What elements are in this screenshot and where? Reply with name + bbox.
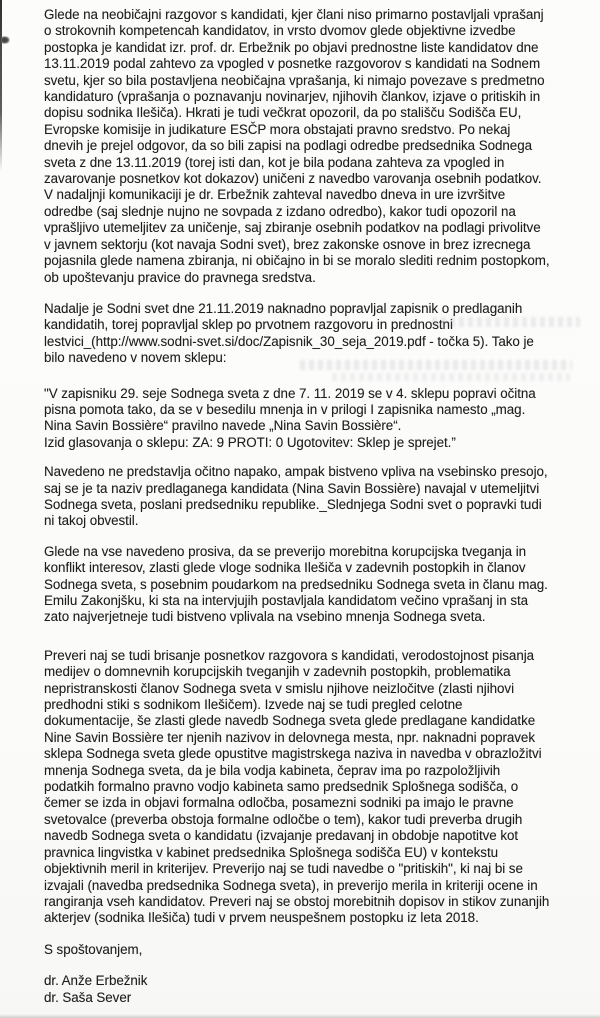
scan-bottom-edge-artifact: [0, 1014, 600, 1018]
text-line: Nina Savin Bossière“ pravilno navede „Nina Savin Bossière“.: [44, 418, 402, 434]
text-line: Nine Savin Bossière ter njenih nazivov in delovnega mesta, npr. naknadni popravek: [44, 729, 535, 745]
text-line: Izid glasovanja o sklepu: ZA: 9 PROTI: 0 Ugotovitev: Sklep je sprejet.”: [44, 434, 456, 450]
letter-body: [44, 7, 594, 1006]
text-line: Nadalje je Sodni svet dne 21.11.2019 naknadno popravljal zapisnik o predlaganih: [44, 300, 523, 316]
text-line: objektivnih meril in kriterijev. Preverijo naj se tudi navedbe o "pritiskih", ki naj bi se: [44, 861, 523, 877]
text-line: zato najverjetneje tudi bistveno vplivala na vsebino mnenja Sodnega sveta.: [44, 609, 486, 625]
text-line: sveta z dne 13.11.2019 (torej isti dan, kot je bila podana zahteva za vpogled in: [44, 154, 505, 170]
text-line: ob upoštevanju pravice do pravnega sredstva.: [44, 269, 316, 285]
text-line: Glede na vse navedeno prosiva, da se preverijo morebitna korupcijska tveganja in: [44, 543, 527, 559]
text-line: sklepa Sodnega sveta glede opustitve magistrskega naziva in navedba v obrazložitvi: [44, 746, 542, 762]
text-line: lestvici_(http://www.sodni-svet.si/doc/Zapisnik_30_seja_2019.pdf - točka 5). Tako je: [44, 333, 534, 349]
text-line: o strokovnih kompetencah kandidatov, in vrsto dvomov glede objektivne izvedbe: [44, 23, 516, 39]
bleed-through-artifact: [332, 373, 570, 381]
text-line: 13.11.2019 podal zahtevo za vpogled v posnetke razgovorov s kandidati na Sodnem: [44, 56, 541, 72]
text-line: mnenja Sodnega sveta, da je bila vodja kabineta, čeprav ima po razpoložljivih: [44, 762, 501, 778]
text-line: v javnem sektorju (kot navaja Sodni svet), brez zakonske osnove in brez izrecnega: [44, 236, 531, 252]
text-line: Emilu Zakonjšku, ki sta na intervjujih postavljala kandidatom večino vprašanj in sta: [44, 593, 529, 608]
text-line: Glede na neobičajni razgovor s kandidati, kjer člani niso primarno postavljali vprašanj: [44, 7, 544, 22]
paragraph-napaka: [44, 464, 594, 530]
text-line: V nadaljnji komunikaciji je dr. Erbežnik zahteval navedbo dneva in ure izvršitve: [44, 187, 506, 203]
paragraph-zapisnik: [44, 301, 594, 367]
paragraph-prosnja: [44, 544, 594, 626]
text-line: nepristranskosti članov Sodnega sveta v smislu njihove neizločitve (zlasti njihovi: [44, 680, 515, 696]
text-line: konflikt interesov, zlasti glede vloge sodnika Ilešiča v zadevnih postopkih in članov: [44, 560, 526, 576]
text-line: dr. Anže Erbežnik: [44, 973, 148, 989]
bleed-through-artifact: [300, 360, 572, 370]
text-line: pojasnila glede namena zbiranja, ni običajno in bi se moralo slediti rednim postopkom,: [44, 253, 550, 269]
bleed-through-artifact: [432, 317, 580, 327]
text-line: "V zapisniku 29. seje Sodnega sveta z dne 7. 11. 2019 se v 4. sklepu popravi očitna: [44, 385, 536, 401]
text-line: Preveri naj se tudi brisanje posnetkov razgovora s kandidati, verodostojnost pisanja: [44, 647, 535, 663]
text-line: odredbe (saj slednje nujno ne sovpada z izdano odredbo), kakor tudi opozoril na: [44, 203, 516, 219]
text-line: Navedeno ne predstavlja očitno napako, ampak bistveno vpliva na vsebinsko presojo,: [44, 464, 548, 480]
text-line: kandidatih, torej popravljal sklep po prvotnem razgovoru in prednostni: [44, 317, 453, 333]
text-line: medijev o domnevnih korupcijskih tveganjih v zadevnih postopkih, problematika: [44, 664, 511, 680]
text-line: bilo navedeno v novem sklepu:: [44, 350, 227, 366]
paragraph-closing: [44, 942, 594, 958]
text-line: navedb Sodnega sveta o kandidatu (izvajanje predavanj in obdobje napotitve kot: [44, 828, 519, 844]
text-line: pravnica lingvistka v kabinet predsednika Splošnega sodišča EU) v kontekstu: [44, 844, 499, 860]
paragraph-quote: [44, 386, 594, 452]
text-line: Evropske komisije in judikature ESČP mora obstajati pravno sredstvo. Po nekaj: [44, 121, 511, 137]
text-line: S spoštovanjem,: [44, 941, 143, 957]
scan-speck-artifact: [1, 36, 10, 44]
text-line: saj se je ta naziv predlaganega kandidata (Nina Savin Bossière) navajal v utemeljitvi: [44, 480, 540, 496]
text-line: predhodni stiki s sodnikom Ilešičem). Izvede naj se tudi pregled celotne: [44, 697, 463, 713]
text-line: dopisu sodnika Ilešiča). Hkrati je tudi večkrat opozoril, da po stališču Sodišča EU,: [44, 105, 522, 121]
text-line: kandidaturo (vprašanja o poznavanju novinarjev, njihovih člankov, izjave o pritiskih in: [44, 89, 541, 105]
text-line: zavarovanje posnetkov kot dokazov) uničeni z navedbo varovanja osebnih podatkov.: [44, 171, 542, 187]
paragraph-preveritve: [44, 648, 594, 927]
text-line: Sodnega sveta, poslani predsedniku republike._Slednjega Sodni svet o popravki tudi: [44, 496, 542, 512]
text-line: podatkih formalno pravno vodjo kabineta samo predsednik Splošnega sodišča, o: [44, 779, 519, 795]
text-line: postopka je kandidat izr. prof. dr. Erbežnik po objavi prednostne liste kandidatov dne: [44, 39, 539, 55]
paragraph-intro: [44, 7, 594, 286]
text-line: dr. Saša Sever: [44, 989, 132, 1005]
text-line: svetovalce (preverba obstoja formalne odločbe o tem), kakor tudi preverba drugih: [44, 811, 523, 827]
text-line: čemer se izda in objavi formalna odločba, posamezni sodniki pa imajo le pravne: [44, 795, 514, 811]
text-line: akterjev (sodnika Ilešiča) tudi v prvem neuspešnem postopku iz leta 2018.: [44, 910, 479, 926]
text-line: pisna pomota tako, da se v besedilu mnenja in v prilogi I zapisnika namesto „mag.: [44, 401, 526, 417]
text-line: Sodnega sveta, s posebnim poudarkom na predsedniku Sodnega sveta in članu mag.: [44, 576, 548, 592]
text-line: izvajali (navedba predsednika Sodnega sveta), in preverijo merila in kriteriji ocene in: [44, 877, 538, 893]
text-line: dokumentacije, še zlasti glede navedb Sodnega sveta glede predlagane kandidatke: [44, 713, 536, 729]
text-line: svetu, kjer so bila postavljena neobičajna vprašanja, ki nimajo povezave s predmetno: [44, 72, 545, 88]
text-line: ni takoj obvestil.: [44, 513, 139, 529]
text-line: vprašljivo utemeljitev za uničenje, saj zbiranje osebnih podatkov na podlagi privolitve: [44, 220, 541, 236]
scan-edge-artifact: [0, 0, 2, 172]
text-line: rangiranja vseh kandidatov. Preveri naj se obstoj morebitnih dopisov in stikov zunanjih: [44, 893, 550, 909]
text-line: dnevih je prejel odgovor, da so bili zapisi na podlagi odredbe predsednika Sodnega: [44, 138, 532, 154]
paragraph-signatures: [44, 973, 594, 1006]
